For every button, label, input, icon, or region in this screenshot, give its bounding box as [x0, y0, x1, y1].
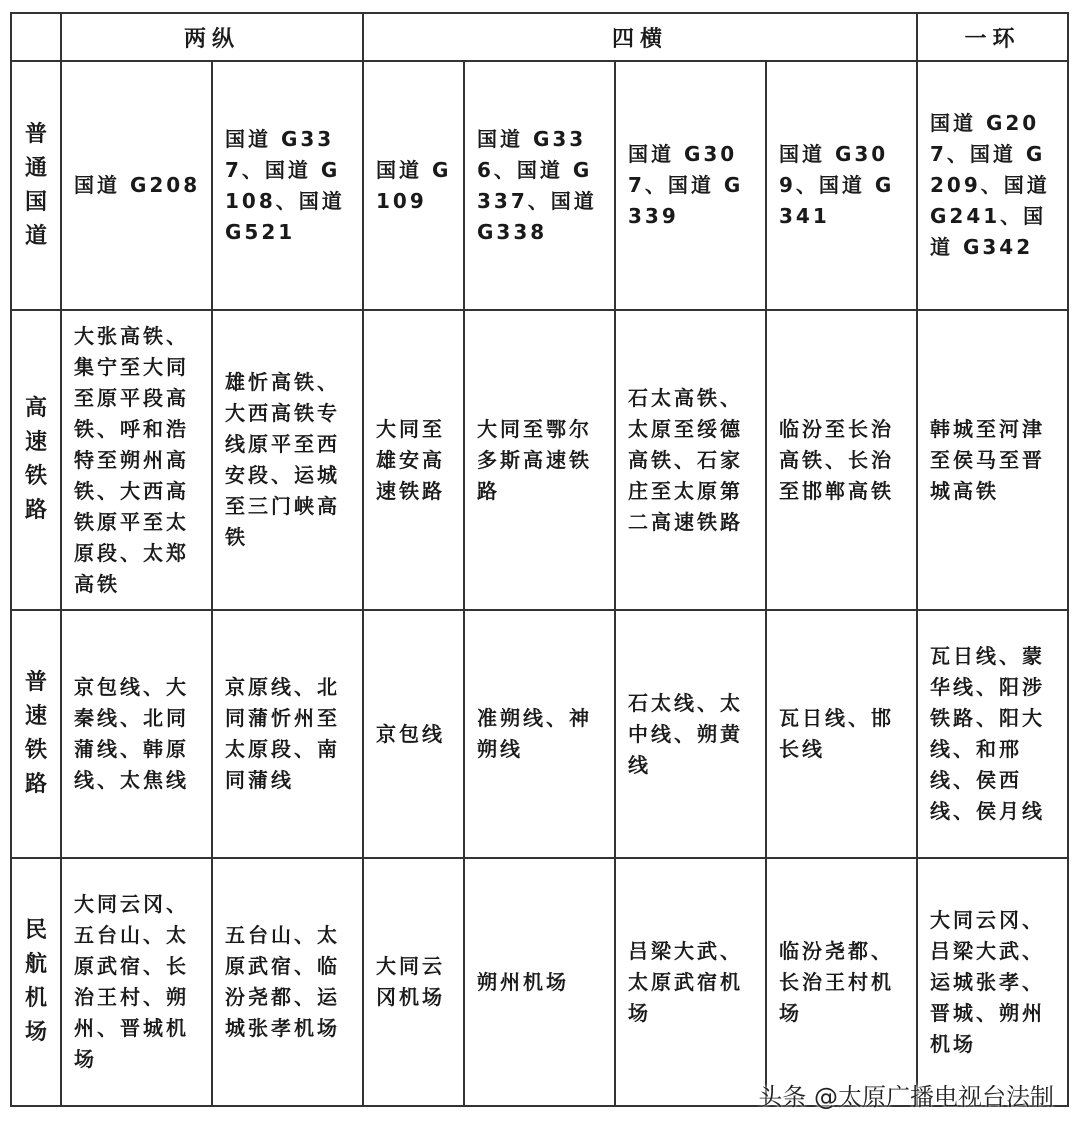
- table-cell: 国道 G208: [61, 61, 212, 310]
- table-cell: 大同云冈、吕梁大武、运城张孝、晋城、朔州机场: [917, 858, 1068, 1106]
- table-cell: 京原线、北同蒲忻州至太原段、南同蒲线: [212, 610, 363, 858]
- table-cell: 国道 G109: [363, 61, 464, 310]
- table-cell: 临汾至长治高铁、长治至邯郸高铁: [766, 310, 917, 610]
- table-row: [11, 610, 1068, 858]
- table-cell: 石太高铁、太原至绥德高铁、石家庄至太原第二高速铁路: [615, 310, 766, 610]
- table-cell: 国道 G309、国道 G341: [766, 61, 917, 310]
- table-cell: 大同至雄安高速铁路: [363, 310, 464, 610]
- table-cell: 瓦日线、蒙华线、阳涉铁路、阳大线、和邢线、侯西线、侯月线: [917, 610, 1068, 858]
- table-cell: 京包线: [363, 610, 464, 858]
- table-cell: 瓦日线、邯长线: [766, 610, 917, 858]
- table-cell: 五台山、太原武宿、临汾尧都、运城张孝机场: [212, 858, 363, 1106]
- table-cell: 大同云冈、五台山、太原武宿、长治王村、朔州、晋城机场: [61, 858, 212, 1106]
- table-cell: 国道 G207、国道 G209、国道 G241、国道 G342: [917, 61, 1068, 310]
- table-cell: 大同云冈机场: [363, 858, 464, 1106]
- table-cell: 临汾尧都、长治王村机场: [766, 858, 917, 1106]
- table-row: [11, 310, 1068, 610]
- row-label: 高速铁路: [11, 310, 61, 610]
- row-label: 民航机场: [11, 858, 61, 1106]
- table-cell: 京包线、大秦线、北同蒲线、韩原线、太焦线: [61, 610, 212, 858]
- table-cell: 国道 G336、国道 G337、国道 G338: [464, 61, 615, 310]
- table-cell: 雄忻高铁、大西高铁专线原平至西安段、运城至三门峡高铁: [212, 310, 363, 610]
- header-row: [11, 13, 1068, 61]
- table-cell: 准朔线、神朔线: [464, 610, 615, 858]
- header-two-vertical: 两纵: [61, 13, 363, 61]
- table-row: [11, 858, 1068, 1106]
- table-cell: 大同至鄂尔多斯高速铁路: [464, 310, 615, 610]
- table-cell: 吕梁大武、太原武宿机场: [615, 858, 766, 1106]
- header-corner: [11, 13, 61, 61]
- transport-network-table: [10, 12, 1069, 1107]
- table-cell: 国道 G307、国道 G339: [615, 61, 766, 310]
- row-label: 普速铁路: [11, 610, 61, 858]
- table-cell: 国道 G337、国道 G108、国道 G521: [212, 61, 363, 310]
- row-label: 普通国道: [11, 61, 61, 310]
- header-four-horizontal: 四横: [363, 13, 917, 61]
- table-row: [11, 61, 1068, 310]
- table-cell: 石太线、太中线、朔黄线: [615, 610, 766, 858]
- watermark: 头条 @太原广播电视台法制: [758, 1083, 1054, 1111]
- table-cell: 韩城至河津至侯马至晋城高铁: [917, 310, 1068, 610]
- table-cell: 大张高铁、集宁至大同至原平段高铁、呼和浩特至朔州高铁、大西高铁原平至太原段、太郑高铁: [61, 310, 212, 610]
- table-cell: 朔州机场: [464, 858, 615, 1106]
- header-one-ring: 一环: [917, 13, 1068, 61]
